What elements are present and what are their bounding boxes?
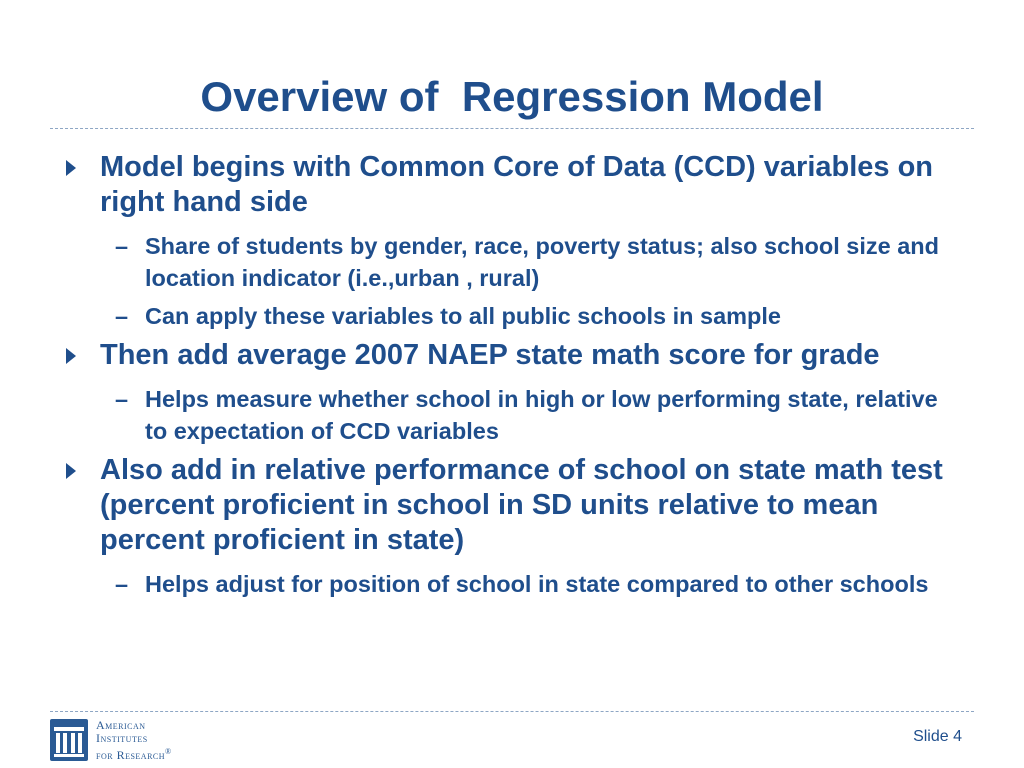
dash-marker: – [115,233,129,259]
bullet-item [100,338,950,373]
bullet-text: Also add in relative performance of school on state math test (percent proficient in school in SD units relative to mean percent proficient in state) [100,454,943,556]
bullet-list [0,150,1024,606]
organization-logo [50,718,172,762]
registered-mark: ® [165,746,172,756]
building-columns-icon [50,719,88,761]
bullet-text: Then add average 2007 NAEP state math score for grade [100,339,880,371]
sub-bullet-item [115,300,965,332]
dash-marker: – [115,386,129,412]
logo-wordmark [96,719,172,762]
logo-line-3 [96,745,172,762]
logo-line: American [96,717,146,732]
arrow-bullet-icon [66,160,76,176]
slide-number: Slide 4 [913,728,962,745]
bullet-text: Model begins with Common Core of Data (CCD) variables on right hand side [100,151,934,218]
sub-bullet-item [115,568,965,600]
sub-bullet-text: Share of students by gender, race, poverty status; also school size and location indicator (i.e.,urban , rural) [145,233,940,291]
logo-line: for Research [96,747,166,762]
sub-bullet-text: Can apply these variables to all public schools in sample [145,303,782,329]
title-divider [50,128,974,129]
sub-bullet-text: Helps adjust for position of school in state compared to other schools [145,571,929,597]
footer-divider [50,711,974,712]
sub-bullet-item [115,230,965,294]
arrow-bullet-icon [66,463,76,479]
logo-line: Institutes [96,730,148,745]
slide-title: Overview of Regression Model [200,73,824,120]
bullet-item [100,150,950,220]
arrow-bullet-icon [66,348,76,364]
sub-bullet-text: Helps measure whether school in high or low performing state, relative to expectation of CCD variables [145,386,938,444]
sub-bullet-item [115,383,965,447]
dash-marker: – [115,303,129,329]
dash-marker: – [115,571,129,597]
bullet-item [100,453,950,558]
